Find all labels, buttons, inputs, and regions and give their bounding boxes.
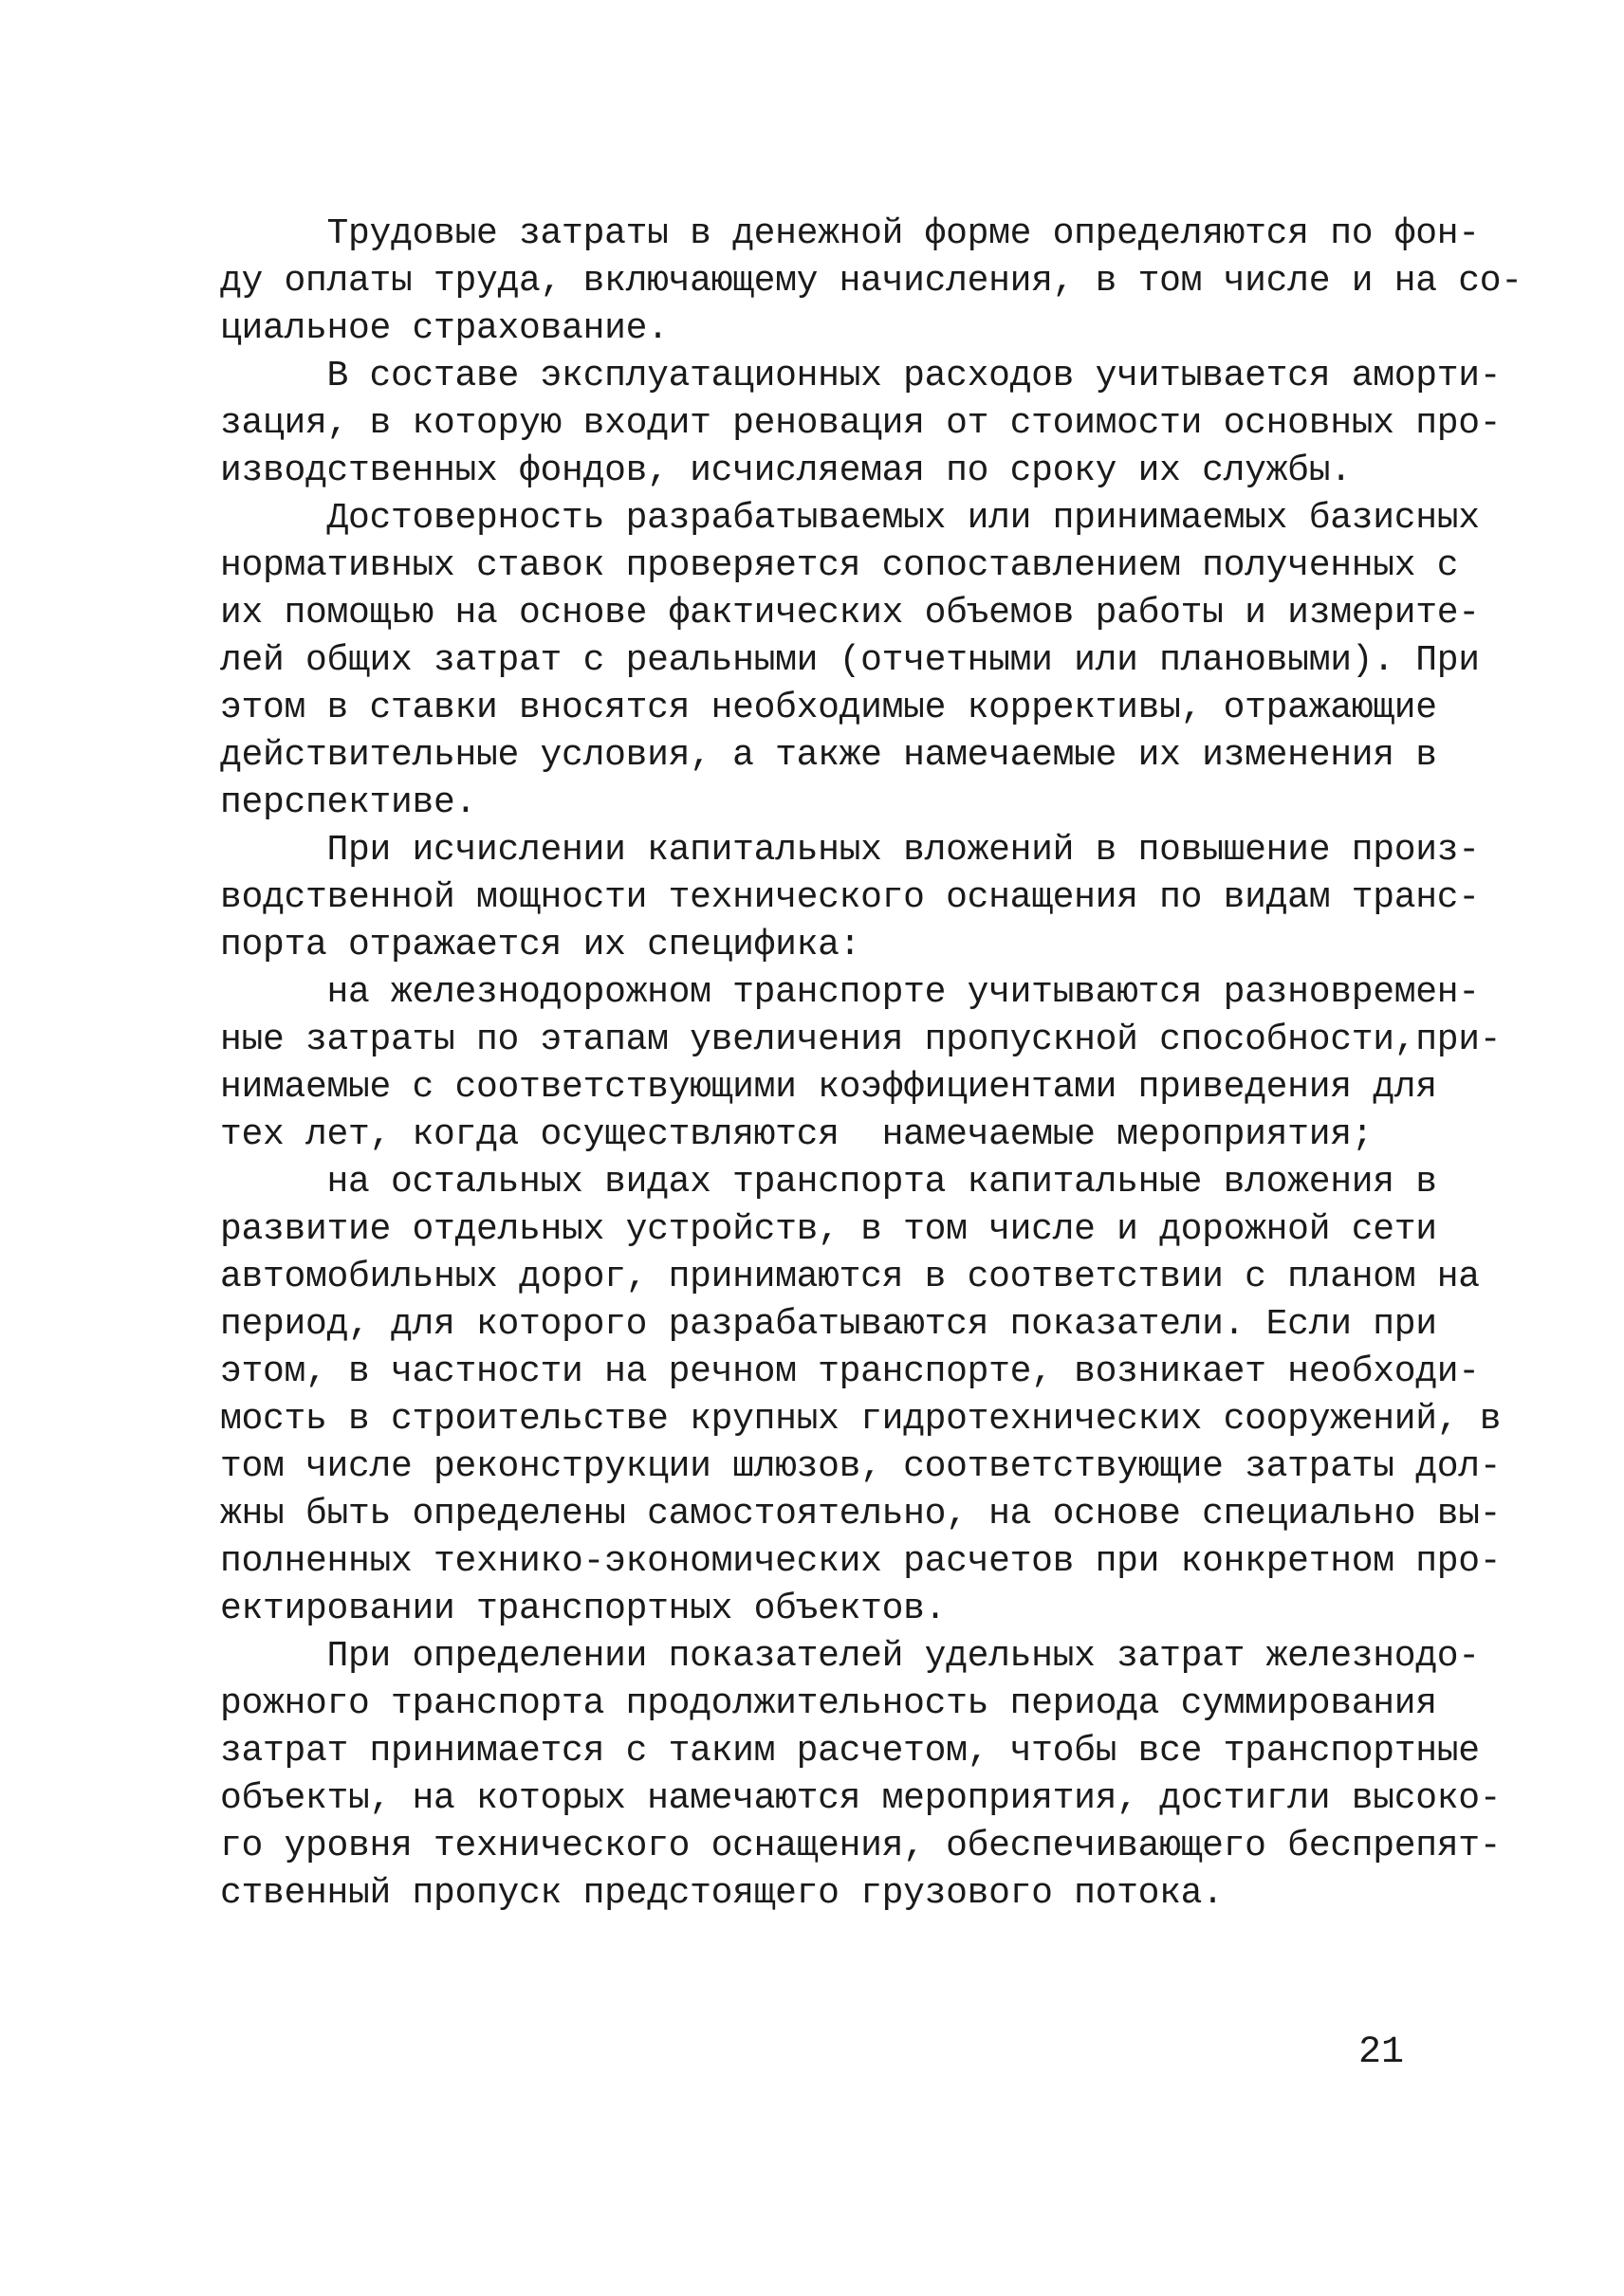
text-line: ные затраты по этапам увеличения пропускной способности,при-	[220, 1019, 1502, 1060]
text-line: мость в строительстве крупных гидротехнических сооружений, в	[220, 1399, 1502, 1440]
text-line: В составе эксплуатационных расходов учитывается аморти-	[220, 356, 1502, 396]
text-line: порта отражается их специфика:	[220, 925, 861, 965]
text-line: циальное страхование.	[220, 308, 669, 349]
text-line: действительные условия, а также намечаемые их изменения в	[220, 735, 1437, 776]
text-line: ственный пропуск предстоящего грузового потока.	[220, 1873, 1224, 1914]
text-line: изводственных фондов, исчисляемая по сроку их службы.	[220, 450, 1352, 491]
text-line: полненных технико-экономических расчетов при конкретном про-	[220, 1541, 1502, 1582]
text-line: Достоверность разрабатываемых или принимаемых базисных	[220, 498, 1480, 539]
page-number: 21	[1358, 2031, 1405, 2074]
text-line: ектировании транспортных объектов.	[220, 1589, 947, 1629]
text-line: водственной мощности технического оснащения по видам транс-	[220, 877, 1480, 918]
text-line: на остальных видах транспорта капитальные вложения в	[220, 1162, 1437, 1203]
text-line: го уровня технического оснащения, обеспечивающего беспрепят-	[220, 1826, 1502, 1866]
text-line: период, для которого разрабатываются показатели. Если при	[220, 1304, 1437, 1345]
text-line: ду оплаты труда, включающему начисления, в том числе и на со-	[220, 261, 1522, 302]
text-line: автомобильных дорог, принимаются в соответствии с планом на	[220, 1257, 1480, 1297]
text-line: Трудовые затраты в денежной форме определяются по фон-	[220, 213, 1480, 254]
text-line: нормативных ставок проверяется сопоставлением полученных с	[220, 545, 1459, 586]
text-line: рожного транспорта продолжительность периода суммирования	[220, 1683, 1437, 1724]
text-line: этом в ставки вносятся необходимые коррективы, отражающие	[220, 688, 1437, 728]
text-line: их помощью на основе фактических объемов работы и измерите-	[220, 593, 1480, 634]
text-line: нимаемые с соответствующими коэффициентами приведения для	[220, 1067, 1437, 1108]
text-line: лей общих затрат с реальными (отчетными или плановыми). При	[220, 640, 1480, 681]
text-line: При исчислении капитальных вложений в повышение произ-	[220, 830, 1480, 871]
text-line: этом, в частности на речном транспорте, возникает необходи-	[220, 1351, 1480, 1392]
text-line: объекты, на которых намечаются мероприятия, достигли высоко-	[220, 1778, 1502, 1819]
text-line: При определении показателей удельных затрат железнодо-	[220, 1636, 1480, 1677]
text-line: затрат принимается с таким расчетом, чтобы все транспортные	[220, 1731, 1480, 1772]
text-line: развитие отдельных устройств, в том числе и дорожной сети	[220, 1209, 1437, 1250]
text-line: жны быть определены самостоятельно, на основе специально вы-	[220, 1494, 1502, 1534]
text-line: на железнодорожном транспорте учитываются разновремен-	[220, 972, 1480, 1013]
text-line: том числе реконструкции шлюзов, соответствующие затраты дол-	[220, 1446, 1502, 1487]
text-line: перспективе.	[220, 782, 477, 823]
text-line: тех лет, когда осуществляются намечаемые мероприятия;	[220, 1114, 1374, 1155]
text-line: зация, в которую входит реновация от стоимости основных про-	[220, 403, 1502, 444]
body-text	[220, 211, 1522, 1918]
